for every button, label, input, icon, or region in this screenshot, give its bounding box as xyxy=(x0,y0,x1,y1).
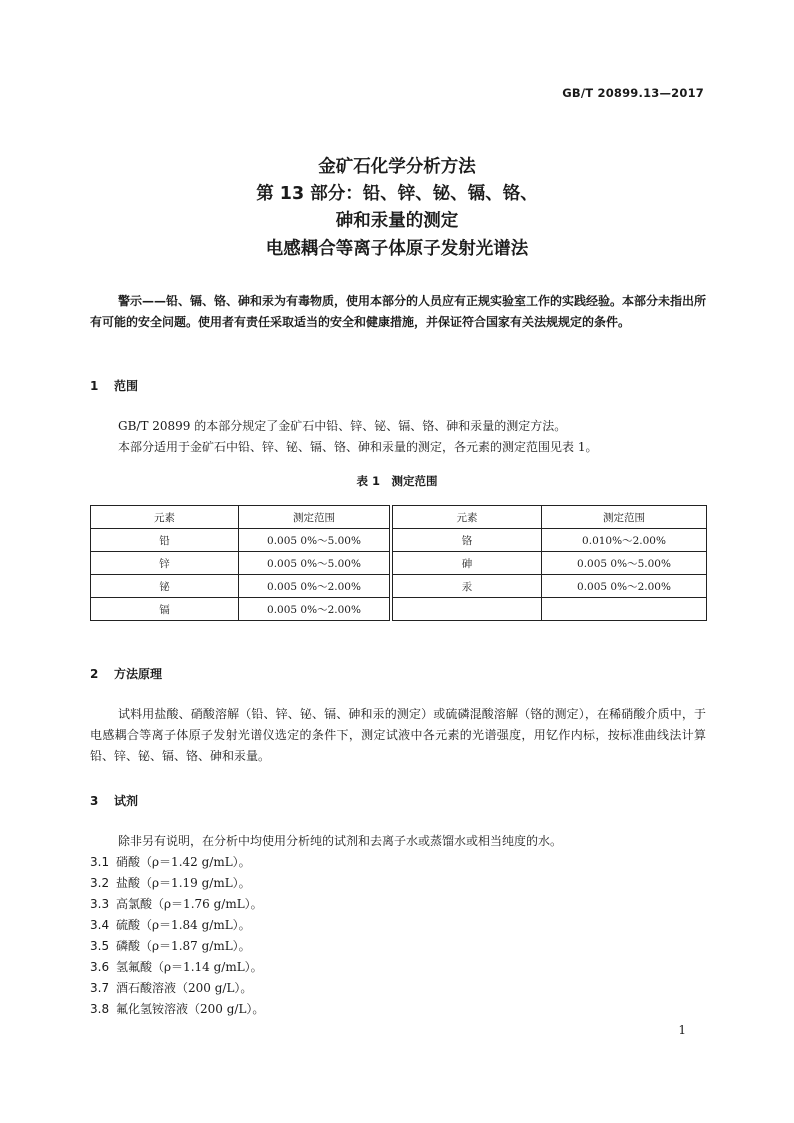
reagent-text: 氢氟酸（ρ＝1.14 g/mL）。 xyxy=(116,960,263,974)
header-element: 元素 xyxy=(91,506,239,529)
table-header-row xyxy=(91,506,707,529)
element-cell: 铋 xyxy=(91,575,239,598)
element-cell: 镉 xyxy=(91,598,239,621)
reagent-number: 3.8 xyxy=(90,1002,110,1016)
reagent-number: 3.4 xyxy=(90,918,110,932)
section-2-heading xyxy=(90,665,162,682)
reagent-number: 3.3 xyxy=(90,897,110,911)
header-range: 测定范围 xyxy=(542,506,707,529)
reagent-item xyxy=(90,895,263,912)
table-row xyxy=(91,529,707,552)
reagent-item xyxy=(90,979,252,996)
range-cell: 0.005 0%～2.00% xyxy=(239,598,390,621)
doc-title-line4: 电感耦合等离子体原子发射光谱法 xyxy=(265,239,529,259)
reagent-item xyxy=(90,916,251,933)
doc-title-line1: 金矿石化学分析方法 xyxy=(318,157,476,177)
element-cell: 砷 xyxy=(393,552,542,575)
section-1-heading xyxy=(90,377,138,394)
reagent-number: 3.7 xyxy=(90,981,110,995)
reagent-text: 酒石酸溶液（200 g/L）。 xyxy=(116,981,253,995)
reagent-item xyxy=(90,874,251,891)
element-cell: 铬 xyxy=(393,529,542,552)
reagent-text: 硫酸（ρ＝1.84 g/mL）。 xyxy=(116,918,251,932)
doc-title-line3: 砷和汞量的测定 xyxy=(335,211,459,231)
standard-number: GB/T 20899.13—2017 xyxy=(562,86,704,100)
page-number: 1 xyxy=(678,1023,686,1037)
element-cell: 铅 xyxy=(91,529,239,552)
range-cell: 0.005 0%～5.00% xyxy=(239,552,390,575)
reagent-number: 3.2 xyxy=(90,876,110,890)
section-number: 1 xyxy=(90,379,99,393)
range-cell xyxy=(542,598,707,621)
section-number: 3 xyxy=(90,794,99,808)
reagent-text: 硝酸（ρ＝1.42 g/mL）。 xyxy=(116,855,251,869)
reagent-item xyxy=(90,1000,264,1017)
table-caption: 表 1 测定范围 xyxy=(356,474,438,488)
element-cell xyxy=(393,598,542,621)
range-cell: 0.005 0%～5.00% xyxy=(542,552,707,575)
reagent-text: 盐酸（ρ＝1.19 g/mL）。 xyxy=(116,876,251,890)
reagent-text: 氟化氢铵溶液（200 g/L）。 xyxy=(116,1002,265,1016)
section-title: 试剂 xyxy=(114,794,139,808)
reagent-number: 3.1 xyxy=(90,855,110,869)
reagent-text: 高氯酸（ρ＝1.76 g/mL）。 xyxy=(116,897,263,911)
doc-title-line2: 第 13 部分：铅、锌、铋、镉、铬、 xyxy=(256,184,538,204)
table-row xyxy=(91,552,707,575)
reagent-item xyxy=(90,937,251,954)
range-cell: 0.005 0%～5.00% xyxy=(239,529,390,552)
table-row xyxy=(91,575,707,598)
principle-paragraph: 试料用盐酸、硝酸溶解（铅、锌、铋、镉、砷和汞的测定）或硫磷混酸溶解（铬的测定），在稀硝酸介质中，于电感耦合等离子体原子发射光谱仪选定的条件下，测定试液中各元素的光谱强度，用钇作内标，按标准曲线法计算铅、锌、铋、镉、铬、砷和汞量。 xyxy=(90,707,706,763)
reagent-text: 磷酸（ρ＝1.87 g/mL）。 xyxy=(116,939,251,953)
range-cell: 0.010%～2.00% xyxy=(542,529,707,552)
range-cell: 0.005 0%～2.00% xyxy=(542,575,707,598)
section-title: 方法原理 xyxy=(114,667,163,681)
reagent-item xyxy=(90,853,251,870)
section-3-heading xyxy=(90,792,138,809)
reagent-number: 3.6 xyxy=(90,960,110,974)
range-cell: 0.005 0%～2.00% xyxy=(239,575,390,598)
header-range: 测定范围 xyxy=(239,506,390,529)
reagent-item xyxy=(90,958,263,975)
table-row xyxy=(91,598,707,621)
scope-paragraph-2: 本部分适用于金矿石中铅、锌、铋、镉、铬、砷和汞量的测定，各元素的测定范围见表 1。 xyxy=(118,440,598,454)
section-number: 2 xyxy=(90,667,99,681)
safety-warning: 警示——铅、镉、铬、砷和汞为有毒物质，使用本部分的人员应有正规实验室工作的实践经验。本部分未指出所有可能的安全问题。使用者有责任采取适当的安全和健康措施，并保证符合国家有关法规规定的条件。 xyxy=(90,294,707,329)
section-title: 范围 xyxy=(114,379,139,393)
element-cell: 汞 xyxy=(393,575,542,598)
reagent-number: 3.5 xyxy=(90,939,110,953)
header-element: 元素 xyxy=(393,506,542,529)
element-cell: 锌 xyxy=(91,552,239,575)
reagents-intro: 除非另有说明，在分析中均使用分析纯的试剂和去离子水或蒸馏水或相当纯度的水。 xyxy=(118,834,563,848)
measurement-range-table xyxy=(90,505,707,621)
scope-paragraph-1: GB/T 20899 的本部分规定了金矿石中铅、锌、铋、镉、铬、砷和汞量的测定方法。 xyxy=(118,419,567,433)
